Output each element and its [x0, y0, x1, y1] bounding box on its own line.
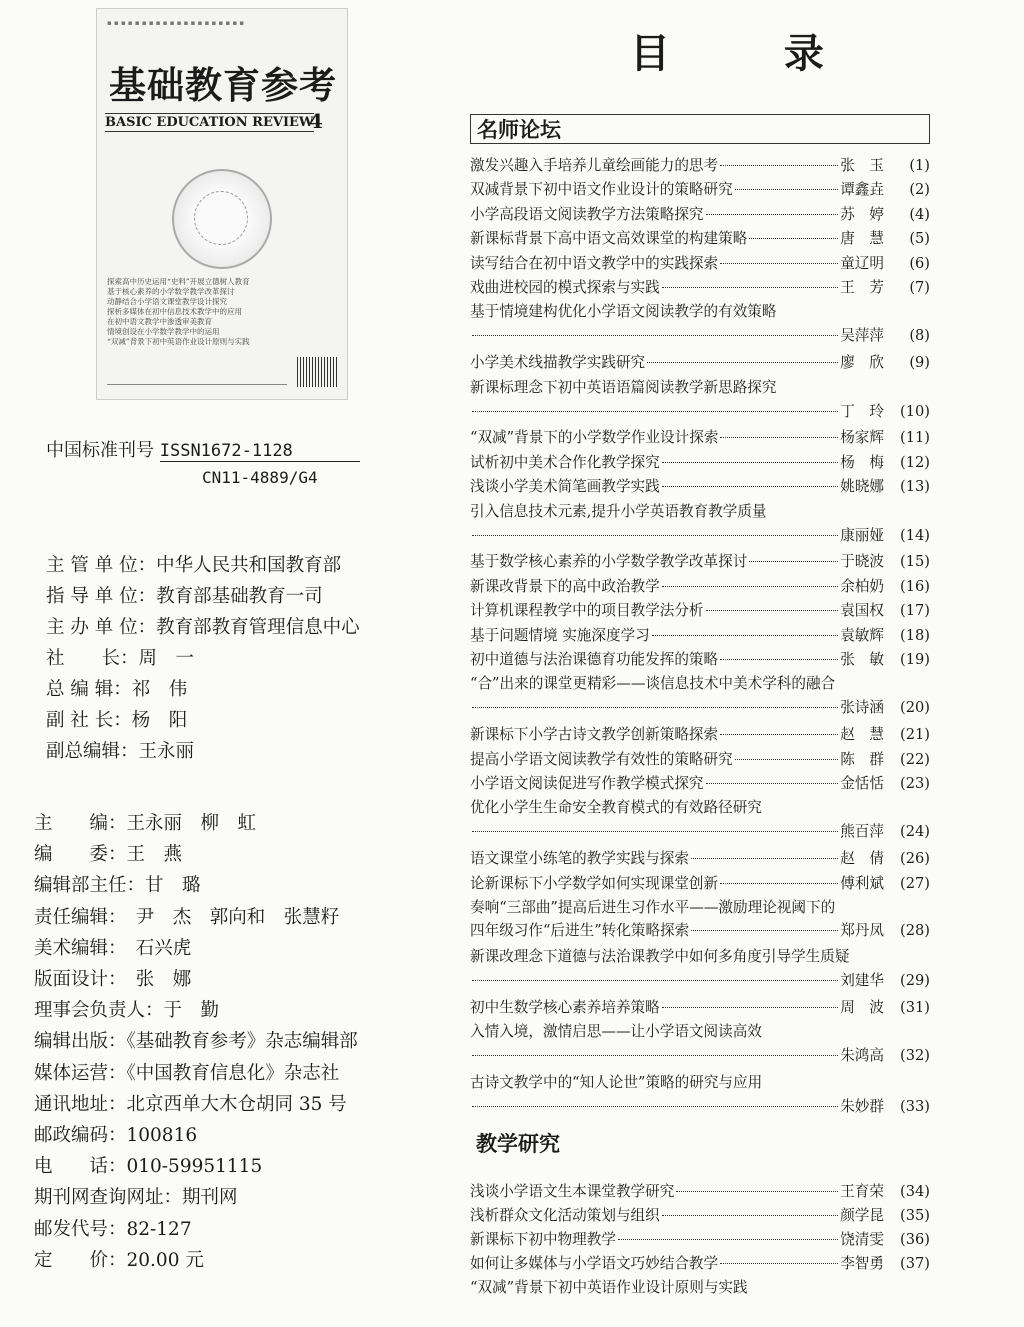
toc-entry-author: 王育荣: [840, 1183, 884, 1200]
toc-entry-title: 优化小学生生命安全教育模式的有效路径研究: [470, 799, 762, 817]
cover-issue-number: 4: [309, 109, 323, 133]
toc-entry-title: 奏响“三部曲”提高后进生习作水平——激励理论视阈下的: [470, 899, 836, 916]
toc-entry-title: “双减”背景下的小学数学作业设计探索: [470, 429, 719, 447]
toc-entry-author: 朱鸿高: [840, 1047, 884, 1064]
toc-entry-line: [470, 451, 930, 474]
editorial-info: [34, 808, 358, 1276]
toc-entry-page: (7): [909, 279, 930, 296]
leader-dots: [706, 783, 839, 784]
leader-dots: [735, 189, 839, 190]
toc-entry-title: “双减”背景下初中英语作业设计原则与实践: [470, 1279, 748, 1296]
toc-entry: [470, 672, 930, 719]
toc-entry: [470, 599, 930, 622]
toc-entry-title: 小学美术线描教学实践研究: [470, 354, 646, 372]
toc-entry-author: 吴萍萍: [840, 327, 884, 345]
leader-dots: [676, 1191, 838, 1192]
toc-entry-page: (4): [909, 205, 930, 223]
leader-dots: [749, 561, 838, 562]
toc-entry: [470, 723, 930, 746]
toc-entry-page: (27): [900, 874, 930, 892]
toc-entry-line: [470, 696, 930, 719]
issn-value: ISSN1672-1128: [160, 441, 360, 462]
toc-entry-page: (31): [900, 998, 930, 1016]
toc-entry-title: 小学高段语文阅读教学方法策略探究: [470, 205, 704, 223]
toc-entry-line: [470, 227, 930, 250]
toc-entry-page: (12): [900, 453, 930, 471]
issn-row: [46, 436, 360, 462]
toc-entry-line: [470, 1044, 930, 1067]
toc-entry: [470, 426, 930, 449]
toc-entry-line: [470, 1228, 930, 1251]
toc-entry-page: (11): [900, 429, 930, 447]
leader-dots: [706, 214, 839, 215]
leader-dots: [472, 335, 838, 336]
toc-entry-title: “合”出来的课堂更精彩——谈信息技术中美术学科的融合: [470, 675, 836, 693]
toc-entry-line: [470, 945, 930, 968]
info-line: 通讯地址：北京西单大木仓胡同 35 号: [34, 1093, 347, 1115]
toc-entry-line: [470, 1276, 930, 1299]
toc-entry-page: (8): [909, 327, 930, 345]
toc-entry-line: [470, 500, 930, 523]
cover-headline: 探析多媒体在初中信息技术教学中的应用: [107, 307, 242, 316]
toc-entry-page: (37): [900, 1255, 930, 1272]
toc-entry-author: 刘建华: [840, 971, 884, 989]
toc-entry-line: [470, 772, 930, 795]
toc-entry-line: [470, 1252, 930, 1275]
leader-dots: [662, 586, 838, 587]
leader-dots: [472, 980, 838, 981]
toc-entry-title-continued: 四年级习作“后进生”转化策略探索: [470, 922, 690, 939]
toc-entry-line: [470, 748, 930, 771]
toc-entry: [470, 772, 930, 795]
toc-entry-line: [470, 178, 930, 201]
toc-entry-author: 赵 慧: [840, 726, 884, 744]
leader-dots: [652, 635, 838, 636]
toc-entry-author: 赵 倩: [840, 850, 884, 868]
toc-entry-title: 读写结合在初中语文教学中的实践探索: [470, 254, 719, 272]
toc-entry-author: 苏 婷: [840, 205, 884, 223]
toc-entry-page: (1): [909, 157, 930, 174]
toc-entry-line: [470, 672, 930, 695]
toc-entry-title: 浅析群众文化活动策划与组织: [470, 1207, 660, 1224]
leader-dots: [720, 263, 838, 264]
leader-dots: [472, 411, 838, 412]
info-line: 期刊网查询网址：期刊网: [34, 1187, 238, 1209]
toc-entry: [470, 1252, 930, 1275]
toc-entry: [470, 1020, 930, 1067]
leader-dots: [720, 165, 838, 166]
toc-entry-author: 张 玉: [840, 157, 884, 174]
toc-entry-page: (20): [900, 699, 930, 717]
toc-entry: [470, 1204, 930, 1227]
toc-entry: [470, 154, 930, 177]
toc-entry-title: 古诗文教学中的“知人论世”策略的研究与应用: [470, 1073, 763, 1091]
leader-dots: [618, 1239, 838, 1240]
info-line: 主 管 单 位：中华人民共和国教育部: [46, 555, 342, 576]
toc-entry-title: 基于数学核心素养的小学数学教学改革探讨: [470, 553, 748, 571]
leader-dots: [720, 659, 838, 660]
toc-entry-page: (21): [900, 726, 930, 744]
toc-entry-title: 入情入境，激情启思——让小学语文阅读高效: [470, 1023, 762, 1040]
toc-entry-title: 新课改理念下道德与法治课教学中如何多角度引导学生质疑: [470, 947, 850, 965]
toc-entry: [470, 300, 930, 347]
section-title: 教学研究: [476, 1131, 560, 1156]
info-line: 指 导 单 位：教育部基础教育一司: [46, 586, 323, 607]
toc-entry-title: 如何让多媒体与小学语文巧妙结合教学: [470, 1255, 719, 1272]
toc-entry-page: (24): [900, 823, 930, 841]
toc-entry-page: (2): [909, 181, 930, 199]
info-line: 理事会负责人：于 勤: [34, 1000, 220, 1022]
leader-dots: [662, 1215, 838, 1216]
toc-entry-title: 计算机课程教学中的项目教学法分析: [470, 602, 704, 620]
toc-entry-author: 袁国权: [840, 602, 884, 620]
toc-entry: [470, 796, 930, 843]
info-line: 副 社 长：杨 阳: [46, 710, 188, 731]
toc-entry-page: (15): [900, 553, 930, 571]
cover-headline: “双减”背景下初中英语作业设计原则与实践: [107, 337, 250, 346]
toc-entry-line: [470, 896, 930, 919]
toc-entry-author: 饶清雯: [840, 1231, 884, 1248]
toc-entry: [470, 872, 930, 895]
toc-entry: [470, 648, 930, 671]
toc-entry-author: 廖 欣: [840, 354, 884, 372]
toc-entry-page: (6): [909, 254, 930, 272]
toc-entry-author: 唐 慧: [840, 230, 884, 248]
publisher-info: [46, 550, 360, 767]
toc-entry-author: 王 芳: [840, 279, 884, 296]
info-line: 主 办 单 位：教育部教育管理信息中心: [46, 617, 360, 638]
toc-entry-line: [470, 276, 930, 299]
toc-entry: [470, 550, 930, 573]
toc-entry-line: [470, 203, 930, 226]
toc-entry-line: [470, 969, 930, 992]
leader-dots: [472, 831, 838, 832]
toc-entry-page: (35): [900, 1207, 930, 1224]
leader-dots: [472, 707, 838, 708]
info-line: 编辑出版：《基础教育参考》杂志编辑部: [34, 1031, 358, 1053]
toc-entry-page: (5): [909, 230, 930, 248]
toc-entry-author: 袁敏辉: [840, 626, 884, 644]
leader-dots: [662, 1007, 838, 1008]
toc-entry-line: [470, 324, 930, 347]
cn-number: CN11-4889/G4: [202, 468, 318, 487]
info-line: 总 编 辑：祁 伟: [46, 679, 188, 700]
toc-entry-line: [470, 648, 930, 671]
toc-entry-line: [470, 624, 930, 647]
barcode-icon: [297, 357, 337, 387]
toc-entry: [470, 276, 930, 299]
toc-entry-title: 新课标下初中物理教学: [470, 1231, 616, 1248]
toc-entry: [470, 376, 930, 423]
toc-entry-author: 丁 玲: [840, 402, 884, 420]
leader-dots: [691, 858, 838, 859]
toc-entry-author: 姚晓娜: [840, 478, 884, 496]
toc-entry: [470, 1228, 930, 1251]
toc-entry: [470, 1180, 930, 1203]
toc-entry-line: [470, 351, 930, 374]
toc-entry-title: 新课标下小学古诗文教学创新策略探索: [470, 726, 719, 744]
toc-entry: [470, 575, 930, 598]
toc-entry-title: 浅谈小学美术简笔画教学实践: [470, 478, 660, 496]
toc-entry-page: (13): [900, 478, 930, 496]
toc-entry: [470, 1071, 930, 1118]
info-line: 编辑部主任：甘 璐: [34, 875, 201, 897]
toc-entry: [470, 178, 930, 201]
toc-entry-page: (17): [900, 602, 930, 620]
toc-entry-page: (9): [909, 354, 930, 372]
toc-entry-title: 新课标背景下高中语文高效课堂的构建策略: [470, 230, 748, 248]
toc-entry-line: [470, 1204, 930, 1227]
toc-entry-author: 童辽明: [840, 254, 884, 272]
toc-entry-author: 张诗涵: [840, 699, 884, 717]
toc-entry-title: 初中生数学核心素养培养策略: [470, 998, 660, 1016]
toc-entry-title: 论新课标下小学数学如何实现课堂创新: [470, 874, 719, 892]
toc-entry-title: 初中道德与法治课德育功能发挥的策略: [470, 651, 719, 668]
leader-dots: [735, 759, 839, 760]
toc-entry-line: [470, 1020, 930, 1043]
toc-entry: [470, 996, 930, 1019]
toc-entry-author: 周 波: [840, 998, 884, 1016]
toc-entry-line: [470, 919, 930, 942]
cover-headline: 探索高中历史运用“史料”开展立德树人教育: [107, 277, 250, 286]
toc-entry-page: (26): [900, 850, 930, 868]
info-line: 责任编辑： 尹 杰 郭向和 张慧籽: [34, 906, 340, 928]
toc-title: 目 录: [630, 30, 874, 77]
cover-image: [96, 8, 348, 400]
toc-entry-page: (22): [900, 750, 930, 768]
leader-dots: [720, 734, 838, 735]
info-line: 定 价：20.00 元: [34, 1249, 204, 1271]
toc-entry-line: [470, 820, 930, 843]
toc-entry-title: 试析初中美术合作化教学探究: [470, 453, 660, 471]
toc-entry-title: 提高小学语文阅读教学有效性的策略研究: [470, 750, 733, 768]
info-line: 版面设计： 张 娜: [34, 969, 192, 991]
toc-entry: [470, 227, 930, 250]
toc-entry-page: (10): [900, 402, 930, 420]
toc-entry-author: 金恬恬: [840, 775, 884, 792]
toc-entry-line: [470, 872, 930, 895]
cover-headlines: [107, 277, 339, 347]
section-title: 名师论坛: [477, 117, 561, 142]
toc-entry-title: 引入信息技术元素,提升小学英语教育教学质量: [470, 502, 767, 520]
toc-entry-page: (18): [900, 626, 930, 644]
cover-footer-line: [107, 384, 287, 393]
toc-entry-title: 语文课堂小练笔的教学实践与探索: [470, 850, 689, 868]
toc-entry-author: 傅利斌: [840, 874, 884, 892]
leader-dots: [662, 486, 838, 487]
toc-entry-line: [470, 1071, 930, 1094]
leader-dots: [647, 362, 838, 363]
cover-seal-emblem: [172, 169, 272, 269]
toc-entry-title: 小学语文阅读促进写作教学模式探究: [470, 775, 704, 792]
leader-dots: [720, 883, 838, 884]
toc-entry: [470, 500, 930, 547]
toc-entry-page: (19): [900, 651, 930, 668]
section-heading: [470, 1130, 930, 1158]
toc-entry-page: (23): [900, 775, 930, 792]
info-line: 电 话：010-59951115: [34, 1156, 263, 1178]
toc-entry-line: [470, 599, 930, 622]
info-line: 编 委：王 燕: [34, 844, 183, 866]
toc-entry-page: (14): [900, 526, 930, 544]
issn-label: 中国标准刊号: [46, 440, 154, 461]
toc-entry: [470, 203, 930, 226]
leader-dots: [472, 535, 838, 536]
toc-entry-line: [470, 996, 930, 1019]
leader-dots: [691, 930, 838, 931]
toc-entry-author: 谭鑫垚: [840, 181, 884, 199]
toc-entry-line: [470, 400, 930, 423]
toc-entry-page: (32): [900, 1047, 930, 1064]
toc-entry-line: [470, 550, 930, 573]
toc-entry-author: 余柏奶: [840, 577, 884, 595]
toc-entry-line: [470, 252, 930, 275]
info-line: 社 长：周 一: [46, 648, 195, 669]
leader-dots: [749, 238, 838, 239]
toc-entry-author: 张 敏: [840, 651, 884, 668]
leader-dots: [472, 1106, 838, 1107]
toc-entry-page: (29): [900, 971, 930, 989]
toc-entry-author: 郑丹凤: [840, 922, 884, 939]
toc-entry: [470, 451, 930, 474]
toc-entry-author: 朱妙群: [840, 1097, 884, 1115]
toc-entry-author: 熊百萍: [840, 823, 884, 841]
toc-entry-title: 双减背景下初中语文作业设计的策略研究: [470, 181, 733, 199]
toc-entry-line: [470, 575, 930, 598]
leader-dots: [472, 1055, 838, 1056]
toc-entry-title: 激发兴趣入手培养儿童绘画能力的思考: [470, 157, 719, 174]
cover-title: 基础教育参考: [109, 63, 337, 107]
toc-entry: [470, 945, 930, 992]
toc-entry: [470, 896, 930, 942]
toc-entry-page: (28): [900, 922, 930, 939]
info-line: 主 编：王永丽 柳 虹: [34, 813, 257, 834]
info-line: 媒体运营：《中国教育信息化》杂志社: [34, 1062, 340, 1084]
toc-entry-line: [470, 723, 930, 746]
toc-entry-title: 基于情境建构优化小学语文阅读教学的有效策略: [470, 303, 777, 321]
cover-headline: 情境创设在小学数学教学中的运用: [107, 327, 220, 336]
toc-entry: [470, 748, 930, 771]
toc-entry-author: 杨 梅: [840, 453, 884, 471]
leader-dots: [662, 287, 838, 288]
toc-entry: [470, 1276, 930, 1299]
toc-entry-author: 李智勇: [840, 1255, 884, 1272]
toc-entry-title: 戏曲进校园的模式探索与实践: [470, 279, 660, 296]
toc-entry-line: [470, 847, 930, 870]
info-line: 邮发代号：82-127: [34, 1218, 192, 1240]
info-line: 美术编辑： 石兴虎: [34, 937, 192, 959]
toc-entry-title: 新课标理念下初中英语语篇阅读教学新思路探究: [470, 378, 777, 396]
leader-dots: [720, 1263, 838, 1264]
toc-entry-author: 康丽娅: [840, 526, 884, 544]
toc-entry: [470, 624, 930, 647]
toc-entry-page: (33): [900, 1097, 930, 1115]
section-heading: [470, 114, 930, 144]
toc-entry-line: [470, 796, 930, 819]
cover-headline: 动静结合小学语文课堂教学设计探究: [107, 297, 227, 306]
toc-entry-line: [470, 300, 930, 323]
leader-dots: [706, 610, 839, 611]
toc-entry-line: [470, 426, 930, 449]
cover-headline: 基于核心素养的小学数学教学改革探讨: [107, 287, 235, 296]
cover-top-strip: ▪ ▪ ▪ ▪ ▪ ▪ ▪ ▪ ▪ ▪ ▪ ▪ ▪ ▪ ▪ ▪ ▪ ▪ ▪ ▪: [107, 19, 245, 27]
toc-entry-page: (34): [900, 1183, 930, 1200]
toc-entry-title: 基于问题情境 实施深度学习: [470, 626, 650, 644]
info-line: 邮政编码：100816: [34, 1125, 198, 1147]
toc-entry-line: [470, 475, 930, 498]
toc-entry: [470, 475, 930, 498]
toc-entry-author: 颜学昆: [840, 1207, 884, 1224]
toc-entry: [470, 847, 930, 870]
toc-entry-page: (36): [900, 1231, 930, 1248]
leader-dots: [720, 437, 838, 438]
toc-entry-page: (16): [900, 577, 930, 595]
toc-entry-author: 杨家辉: [840, 429, 884, 447]
toc-entry-author: 陈 群: [840, 750, 884, 768]
toc-entry-line: [470, 524, 930, 547]
toc-entry-title: 新课改背景下的高中政治教学: [470, 577, 660, 595]
toc-entry: [470, 351, 930, 374]
toc-entry-author: 于晓波: [840, 553, 884, 571]
toc-entry: [470, 252, 930, 275]
toc-entry-line: [470, 154, 930, 177]
toc-entry-line: [470, 376, 930, 399]
cover-english-title: BASIC EDUCATION REVIEW: [105, 115, 314, 130]
info-line: 副总编辑：王永丽: [46, 741, 195, 762]
leader-dots: [662, 462, 838, 463]
toc-entry-line: [470, 1095, 930, 1118]
toc-entry-title: 浅谈小学语文生本课堂教学研究: [470, 1183, 675, 1200]
cover-headline: 在初中语文教学中渗透审美教育: [107, 317, 212, 326]
toc-entry-line: [470, 1180, 930, 1203]
